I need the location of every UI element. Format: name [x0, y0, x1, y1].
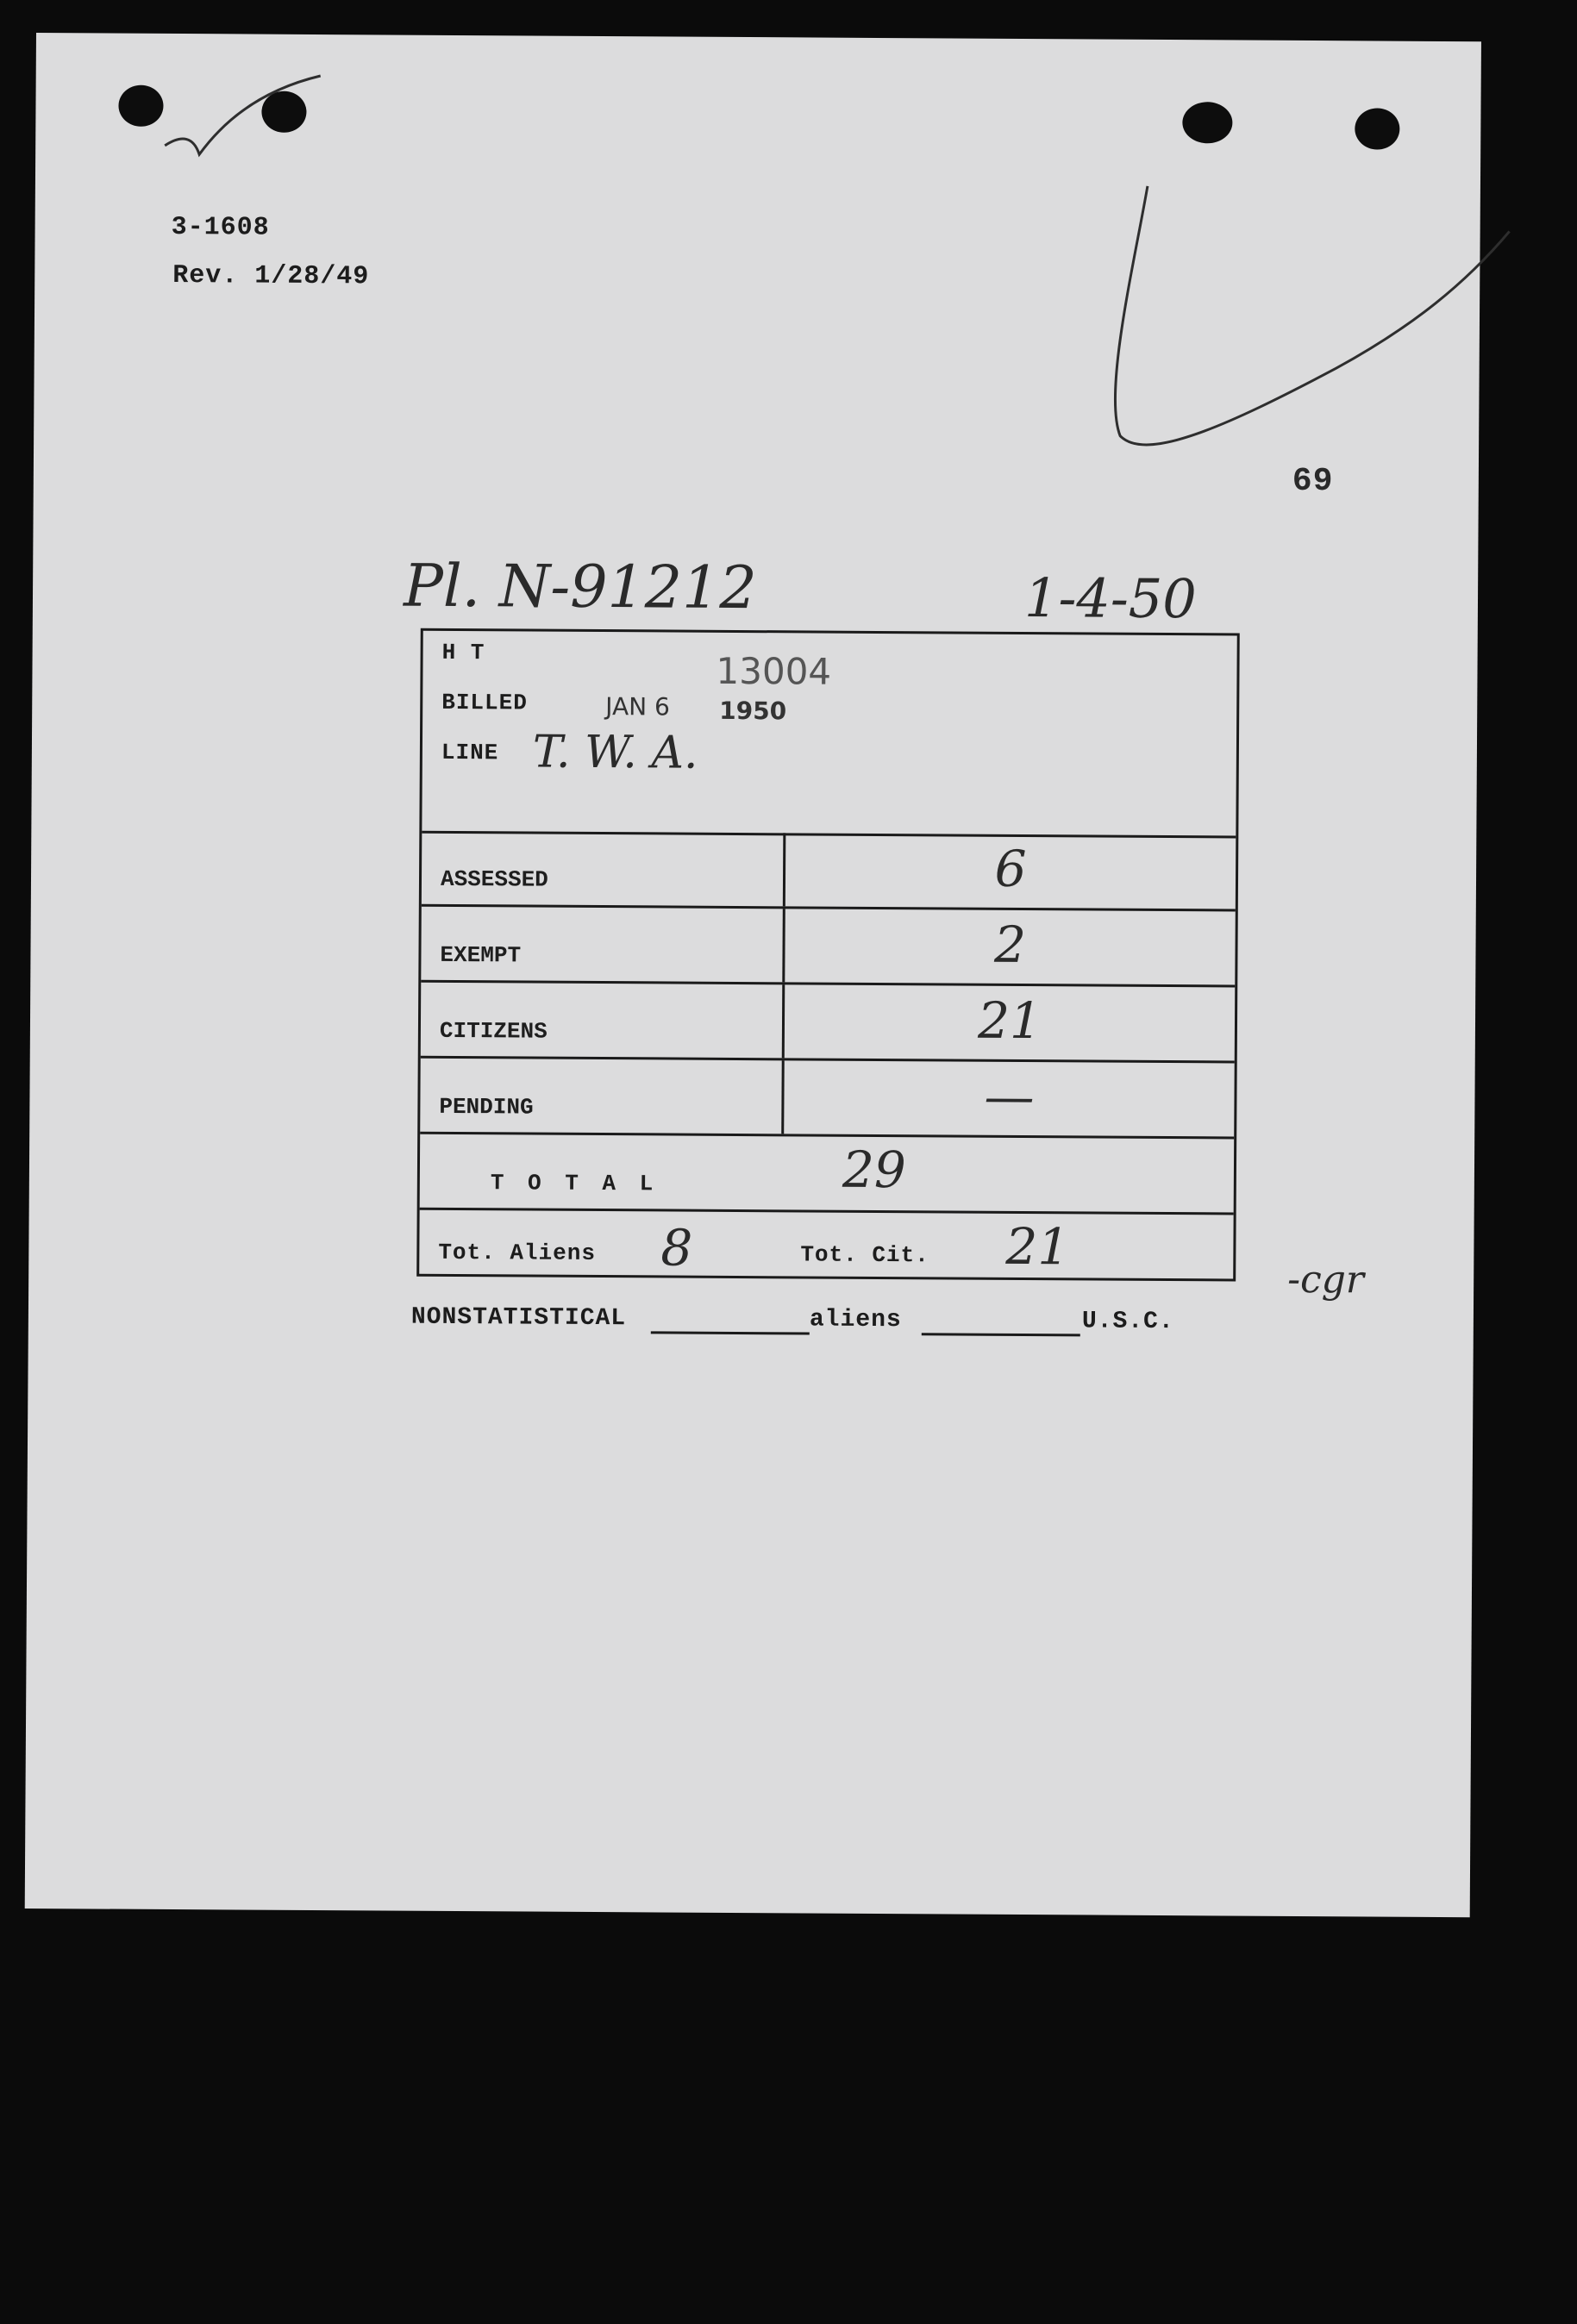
- handwritten-date: 1-4-50: [1023, 566, 1197, 631]
- table-row-assessed: [422, 831, 1236, 912]
- form-number: 3-1608: [171, 212, 270, 243]
- row-value-cell: [785, 833, 1236, 909]
- handwritten-initials: -cgr: [1287, 1257, 1365, 1303]
- row-value-cell: [784, 1060, 1235, 1136]
- total-label: T O T A L: [490, 1170, 659, 1197]
- row-label: CITIZENS: [439, 1017, 548, 1045]
- table-row-total: [420, 1134, 1235, 1215]
- nonstatistical-blank-1: [651, 1331, 810, 1334]
- row-label-cell: [421, 907, 785, 983]
- table-row-pending: [420, 1059, 1235, 1140]
- table-row-citizens: [421, 983, 1236, 1064]
- row-label: ASSESSED: [440, 865, 548, 893]
- line-label: LINE: [441, 739, 499, 766]
- row-value: —: [984, 1066, 1035, 1127]
- nonstatistical-blank-2: [922, 1333, 1080, 1336]
- nonstatistical-line: [411, 1304, 1273, 1344]
- totals-line: [419, 1210, 1233, 1284]
- check-mark-icon: [156, 59, 329, 164]
- large-check-mark-icon: [1051, 151, 1518, 481]
- row-label: PENDING: [439, 1093, 534, 1121]
- line-value: T. W. A.: [532, 726, 698, 779]
- punch-hole-right-2: [1355, 108, 1399, 149]
- billed-stamp-month: JAN 6: [605, 692, 670, 722]
- billed-label: BILLED: [441, 689, 528, 716]
- ht-label: H T: [441, 639, 485, 666]
- row-value-cell: [785, 984, 1236, 1060]
- row-label: EXEMPT: [440, 941, 522, 969]
- row-value-cell: [785, 909, 1236, 984]
- arrival-record-form: [416, 628, 1240, 1282]
- total-aliens-value: 8: [660, 1218, 693, 1278]
- handwritten-reference: Pl. N-91212: [403, 552, 757, 623]
- row-value: 21: [977, 990, 1042, 1051]
- row-label-cell: [420, 1059, 785, 1134]
- form-revision: Rev. 1/28/49: [172, 260, 370, 292]
- total-aliens-label: Tot. Aliens: [438, 1239, 597, 1266]
- row-value: 6: [994, 839, 1027, 899]
- total-citizens-value: 21: [1005, 1216, 1070, 1277]
- total-citizens-label: Tot. Cit.: [800, 1241, 929, 1269]
- row-label-cell: [422, 831, 786, 907]
- document-page: [25, 33, 1481, 1917]
- row-label-cell: [421, 983, 785, 1059]
- form-header: [422, 631, 1236, 839]
- nonstatistical-label: NONSTATISTICAL: [410, 1303, 627, 1333]
- nonstatistical-usc-label: U.S.C.: [1081, 1308, 1174, 1336]
- row-value: 2: [993, 915, 1027, 975]
- table-row-exempt: [421, 907, 1236, 988]
- page-number: 69: [1292, 462, 1334, 501]
- punch-hole-right-1: [1182, 102, 1232, 143]
- total-value: 29: [842, 1140, 906, 1200]
- nonstatistical-aliens-label: aliens: [809, 1306, 902, 1334]
- stamp-number: 13004: [716, 649, 832, 693]
- billed-stamp-year: 1950: [719, 696, 787, 726]
